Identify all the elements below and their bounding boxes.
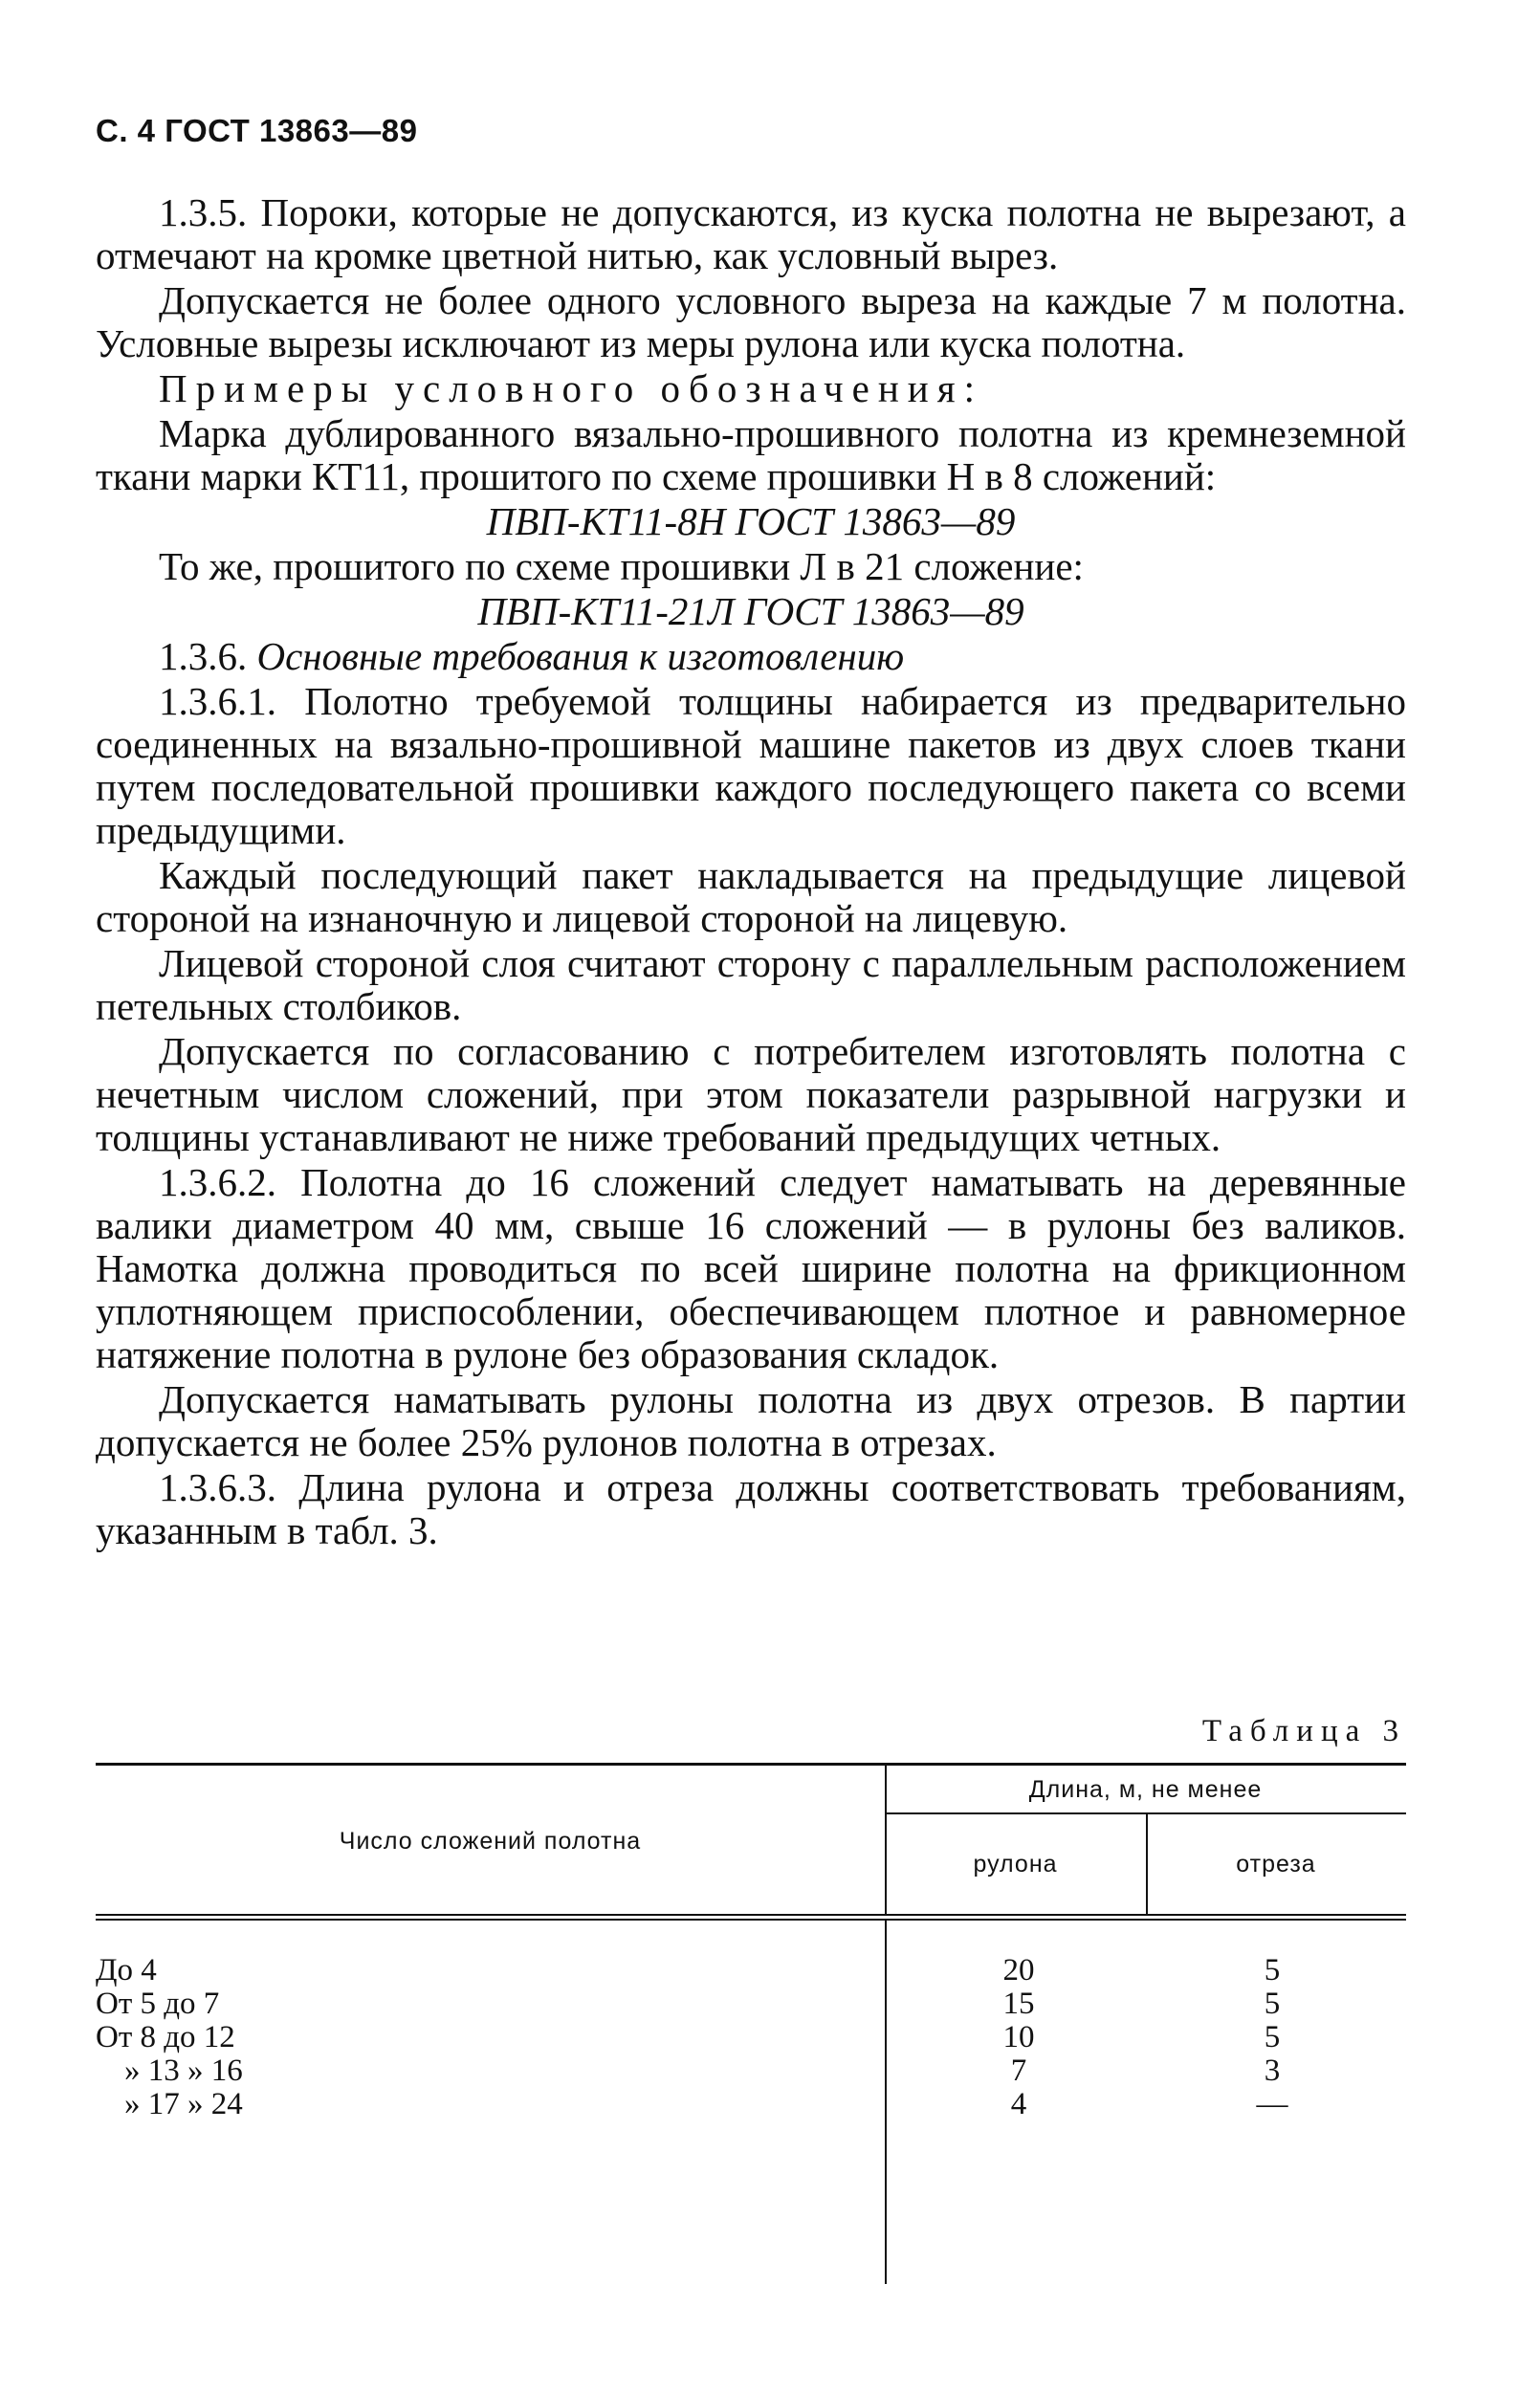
body-text: [96, 191, 1406, 1552]
row-label: » 13 » 16: [124, 2054, 243, 2088]
cut-length: 5: [1264, 2020, 1281, 2054]
examples-heading: Примеры условного обозначения:: [159, 366, 983, 410]
paragraph-conditional-cut: Допускается не более одного условного выреза на каждые 7 м полотна. Условные вырезы исключают из меры рулона или куска полотна.: [96, 278, 1406, 365]
paragraph-odd-layers: Допускается по согласованию с потребителем изготовлять полотна с нечетным числом сложений, при этом показатели разрывной нагрузки и толщины устанавливают не ниже требований предыдущих четных.: [96, 1029, 1406, 1159]
paragraph-example-brand: Марка дублированного вязально-прошивного полотна из кремнеземной ткани марки КТ11, прошитого по схеме прошивки Н в 8 сложений:: [96, 411, 1406, 498]
section-number: 1.3.6.: [159, 634, 248, 678]
column-header-cut: отреза: [1236, 1851, 1316, 1878]
table-header-rule-1: [96, 1914, 1406, 1916]
designation-example-2: ПВП-КТ11-21Л ГОСТ 13863—89: [477, 589, 1024, 633]
paragraph-1-3-5: 1.3.5. Пороки, которые не допускаются, из куска полотна не вырезают, а отмечают на кромке цветной нитью, как условный вырез.: [96, 190, 1406, 277]
paragraph-two-cuts: Допускается наматывать рулоны полотна из двух отрезов. В партии допускается не более 25% рулонов полотна в отрезах.: [96, 1377, 1406, 1464]
row-label: От 8 до 12: [96, 2020, 235, 2054]
column-header-length: Длина, м, не менее: [1028, 1776, 1263, 1803]
section-title: Основные требования к изготовлению: [256, 634, 905, 678]
column-header-layers: Число сложений полотна: [339, 1828, 642, 1855]
cut-length: 3: [1264, 2054, 1281, 2088]
roll-length: 15: [1002, 1987, 1035, 2021]
roll-length: 4: [1010, 2087, 1027, 2121]
cut-length: —: [1256, 2087, 1288, 2121]
paragraph-face-side: Лицевой стороной слоя считают сторону с параллельным расположением петельных столбиков.: [96, 941, 1406, 1028]
row-label: До 4: [96, 1953, 157, 1988]
roll-length: 7: [1010, 2054, 1027, 2088]
roll-length: 10: [1002, 2020, 1035, 2054]
table-header-rule-2: [96, 1919, 1406, 1921]
running-header: С. 4 ГОСТ 13863—89: [96, 113, 418, 148]
column-header-roll: рулона: [973, 1851, 1058, 1878]
designation-example-1: ПВП-КТ11-8Н ГОСТ 13863—89: [486, 499, 1016, 543]
cut-length: 5: [1264, 1987, 1281, 2021]
table-top-rule: [96, 1763, 1406, 1766]
paragraph-1-3-6-3: 1.3.6.3. Длина рулона и отреза должны соответствовать требованиям, указанным в табл. 3.: [96, 1465, 1406, 1552]
roll-length: 20: [1002, 1953, 1035, 1988]
cut-length: 5: [1264, 1953, 1281, 1988]
paragraph-same-stitching: То же, прошитого по схеме прошивки Л в 21 сложение:: [159, 544, 1084, 588]
section-heading-1-3-6: [96, 635, 1406, 678]
paragraph-1-3-6-1: 1.3.6.1. Полотно требуемой толщины набирается из предварительно соединенных на вязально-прошивной машине пакетов из двух слоев ткани путем последовательной прошивки каждого последующего пакета со всеми предыдущими.: [96, 679, 1406, 852]
table-col-divider-body: [885, 1921, 887, 2284]
paragraph-next-package: Каждый последующий пакет накладывается на предыдущие лицевой стороной на изнаночную и лицевой стороной на лицевую.: [96, 853, 1406, 940]
table-title: Таблица 3: [1201, 1714, 1406, 1748]
paragraph-1-3-6-2: 1.3.6.2. Полотна до 16 сложений следует наматывать на деревянные валики диаметром 40 мм, свыше 16 сложений — в рулоны без валиков. Намотка должна проводиться по всей ширине полотна на фрикционном уплотняющем приспособлении, обеспечивающем плотное и равномерное натяжение полотна в рулоне без образования складок.: [96, 1160, 1406, 1376]
row-label: От 5 до 7: [96, 1987, 220, 2021]
row-label: » 17 » 24: [124, 2087, 243, 2121]
